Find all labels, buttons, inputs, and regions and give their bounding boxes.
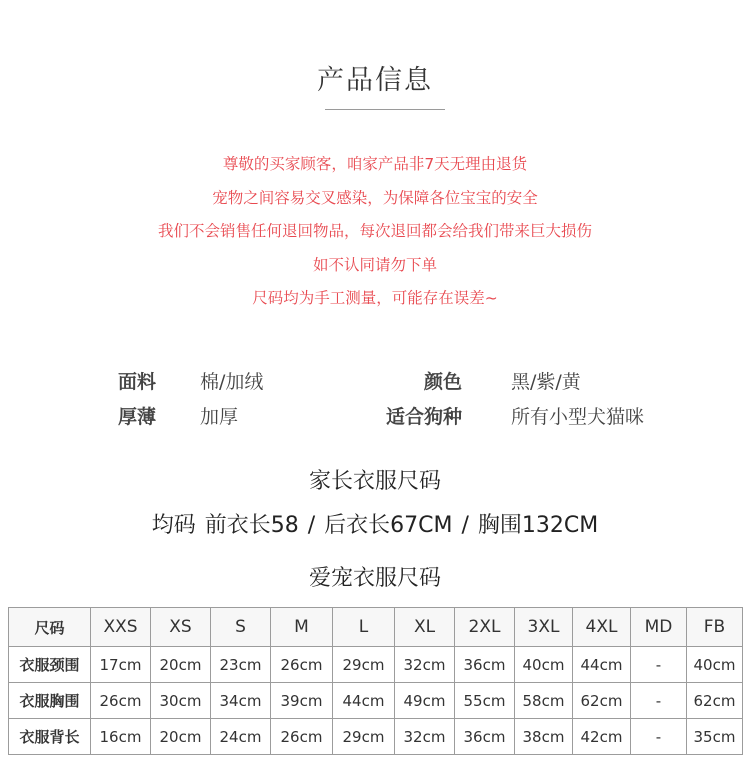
table-header-cell: XS — [151, 608, 211, 647]
table-cell: 58cm — [515, 683, 573, 719]
pet-size-table — [8, 607, 743, 755]
table-header-cell: MD — [631, 608, 687, 647]
table-cell: 36cm — [455, 719, 515, 755]
table-row-label: 衣服背长 — [9, 719, 91, 755]
table-cell: 20cm — [151, 719, 211, 755]
table-cell: 26cm — [271, 647, 333, 683]
table-cell: 24cm — [211, 719, 271, 755]
table-cell: - — [631, 683, 687, 719]
table-cell: 32cm — [395, 647, 455, 683]
table-cell: 55cm — [455, 683, 515, 719]
thickness-value: 加厚 — [200, 406, 239, 428]
table-header-cell: XL — [395, 608, 455, 647]
table-cell: 30cm — [151, 683, 211, 719]
fabric-value: 棉/加绒 — [200, 371, 264, 393]
notice-line: 尺码均为手工测量，可能存在误差~ — [252, 289, 498, 307]
table-cell: 62cm — [573, 683, 631, 719]
table-cell: 62cm — [687, 683, 743, 719]
color-value: 黑/紫/黄 — [511, 371, 581, 393]
table-cell: - — [631, 647, 687, 683]
table-header-row — [9, 608, 743, 647]
human-size-heading: 家长衣服尺码 — [308, 469, 441, 494]
table-row — [9, 719, 743, 755]
table-row — [9, 683, 743, 719]
table-header-cell: 尺码 — [9, 608, 91, 647]
table-header-cell: 4XL — [573, 608, 631, 647]
table-cell: 20cm — [151, 647, 211, 683]
page-title: 产品信息 — [317, 65, 433, 96]
return-policy-notice — [0, 148, 750, 316]
table-header-cell: XXS — [91, 608, 151, 647]
table-row-label: 衣服颈围 — [9, 647, 91, 683]
table-cell: 44cm — [333, 683, 395, 719]
table-header-cell: 3XL — [515, 608, 573, 647]
notice-line: 尊敬的买家顾客，咱家产品非7天无理由退货 — [222, 155, 528, 173]
table-header-cell: L — [333, 608, 395, 647]
table-header-cell: FB — [687, 608, 743, 647]
breed-label: 适合狗种 — [386, 406, 463, 428]
thickness-label: 厚薄 — [118, 406, 157, 428]
table-row-label: 衣服胸围 — [9, 683, 91, 719]
color-label: 颜色 — [424, 371, 463, 393]
breed-value: 所有小型犬猫咪 — [511, 406, 645, 428]
table-cell: - — [631, 719, 687, 755]
table-header-cell: S — [211, 608, 271, 647]
table-cell: 26cm — [91, 683, 151, 719]
table-cell: 35cm — [687, 719, 743, 755]
table-row — [9, 647, 743, 683]
table-cell: 17cm — [91, 647, 151, 683]
fabric-label: 面料 — [118, 371, 157, 393]
table-cell: 42cm — [573, 719, 631, 755]
table-cell: 49cm — [395, 683, 455, 719]
table-header-cell: 2XL — [455, 608, 515, 647]
table-cell: 29cm — [333, 647, 395, 683]
table-cell: 26cm — [271, 719, 333, 755]
table-cell: 36cm — [455, 647, 515, 683]
table-cell: 32cm — [395, 719, 455, 755]
table-cell: 40cm — [515, 647, 573, 683]
table-cell: 39cm — [271, 683, 333, 719]
pet-size-heading: 爱宠衣服尺码 — [308, 566, 441, 591]
table-cell: 38cm — [515, 719, 573, 755]
notice-line: 宠物之间容易交叉感染，为保障各位宝宝的安全 — [212, 188, 538, 207]
table-cell: 40cm — [687, 647, 743, 683]
human-size-details: 均码 前衣长58 / 后衣长67CM / 胸围132CM — [151, 513, 599, 538]
notice-line: 我们不会销售任何退回物品，每次退回都会给我们带来巨大损伤 — [157, 222, 592, 240]
table-cell: 34cm — [211, 683, 271, 719]
notice-line: 如不认同请勿下单 — [312, 255, 437, 274]
table-cell: 16cm — [91, 719, 151, 755]
table-cell: 23cm — [211, 647, 271, 683]
table-header-cell: M — [271, 608, 333, 647]
table-cell: 44cm — [573, 647, 631, 683]
title-divider — [325, 109, 445, 110]
table-cell: 29cm — [333, 719, 395, 755]
